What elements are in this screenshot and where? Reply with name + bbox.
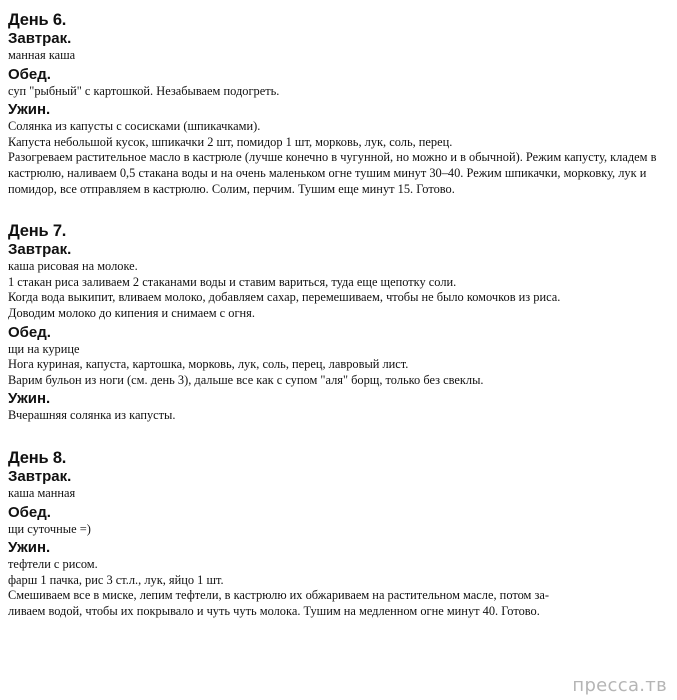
day-8-lunch-line: щи суточные =) bbox=[8, 521, 91, 536]
day-7-lunch-line: Нога куриная, капуста, картошка, морковь, лук, соль, перец, лавровый лист. bbox=[8, 357, 409, 372]
day-7-lunch-line: щи на курице bbox=[8, 341, 80, 356]
day-8-dinner-heading: Ужин. bbox=[8, 539, 51, 557]
day-8-breakfast-line: каша манная bbox=[8, 485, 76, 500]
recipe-page bbox=[8, 0, 668, 619]
day-6-title: День 6. bbox=[8, 11, 67, 29]
day-7-title: День 7. bbox=[8, 222, 67, 241]
day-8-dinner-line: тефтели с рисом. bbox=[8, 557, 98, 572]
day-8-lunch-heading: Обед. bbox=[8, 503, 51, 521]
day-6-lunch-heading: Обед. bbox=[8, 65, 51, 83]
day-6-dinner-heading: Ужин. bbox=[8, 101, 51, 119]
day-7-lunch-line: Варим бульон из ноги (см. день 3), дальше все как с супом "аля" борщ, только без свеклы. bbox=[8, 372, 484, 387]
day-6-lunch-line: суп "рыбный" с картошкой. Незабываем подогреть. bbox=[8, 83, 280, 98]
day-6-dinner-line: Капуста небольшой кусок, шпикачки 2 шт, помидор 1 шт, морковь, лук, соль, перец. bbox=[8, 134, 453, 149]
day-7-breakfast-line: Когда вода выкипит, вливаем молоко, добавляем сахар, перемешиваем, чтобы не было комочков из риса. bbox=[8, 290, 561, 305]
day-7-dinner-heading: Ужин. bbox=[8, 390, 51, 408]
day-8-breakfast-heading: Завтрак. bbox=[8, 467, 72, 485]
watermark: пресса.тв bbox=[572, 675, 667, 696]
day-8-title: День 8. bbox=[8, 448, 67, 467]
day-6-breakfast-line: манная каша bbox=[8, 48, 76, 62]
day-8-dinner-line: фарш 1 пачка, рис 3 ст.л., лук, яйцо 1 шт. bbox=[8, 572, 224, 587]
day-8-dinner-line: ливаем водой, чтобы их покрывало и чуть чуть молока. Тушим на медленном огне минут 40. Готово. bbox=[8, 603, 540, 618]
day-7-breakfast-line: 1 стакан риса заливаем 2 стаканами воды и ставим вариться, туда еще щепотку соли. bbox=[8, 274, 457, 289]
day-6-dinner-paragraph: Разогреваем растительное масло в кастрюле (лучше конечно в чугунной, но можно и в обычной). Режим капусту, кладем в кастрюлю, наливаем 0,5 стакана воды и на очень маленьком огне тушим минут 30–40. Режим шпикачки, морковку, лук и помидор, все отправляем в кастрюлю. Солим, перчим. Тушим еще минут 15. Готово. bbox=[8, 150, 657, 196]
day-7-dinner-line: Вчерашняя солянка из капусты. bbox=[8, 408, 176, 423]
day-6-dinner-line: Солянка из капусты с сосисками (шпикачками). bbox=[8, 119, 261, 134]
day-8-dinner-line: Смешиваем все в миске, лепим тефтели, в кастрюлю их обжариваем на растительном масле, потом за- bbox=[8, 588, 550, 603]
day-7-breakfast-line: Доводим молоко до кипения и снимаем с огня. bbox=[8, 305, 255, 320]
day-7-lunch-heading: Обед. bbox=[8, 323, 51, 341]
day-7-breakfast-heading: Завтрак. bbox=[8, 241, 72, 259]
day-6-breakfast-heading: Завтрак. bbox=[8, 30, 72, 47]
day-7-breakfast-line: каша рисовая на молоке. bbox=[8, 259, 138, 274]
